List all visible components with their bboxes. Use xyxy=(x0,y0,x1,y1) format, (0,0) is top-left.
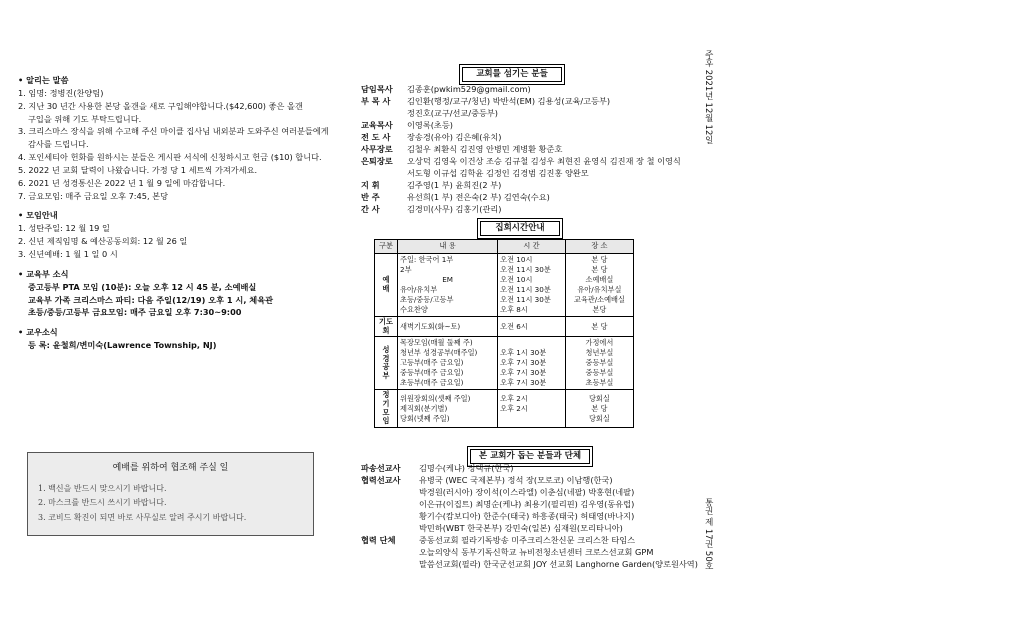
education-item-label: 교육부 가족 크리스마스 파티: xyxy=(28,294,135,305)
bulletin-date: 주후 2021년 12월 12일 xyxy=(703,50,714,144)
schedule-header-time: 시 간 xyxy=(498,240,566,254)
mission-names: 김명수(케냐) 정택규(한국) xyxy=(419,463,514,473)
mission-category: 협력선교사 xyxy=(361,475,401,485)
schedule-category-char: 임 xyxy=(382,416,390,426)
staff-names: 김종훈(pwkim529@gmail.com) xyxy=(407,84,531,94)
schedule-content-line: 유아/유치부 xyxy=(400,285,438,294)
staff-row xyxy=(361,96,691,107)
staff-row xyxy=(361,204,691,215)
schedule-place xyxy=(565,337,633,390)
schedule-content-line: 청년부 성경공부(매주일) xyxy=(400,348,478,358)
schedule-category xyxy=(375,254,398,317)
staff-names: 정진호(교구/선교/중등부) xyxy=(407,108,498,118)
mission-category xyxy=(361,499,419,510)
schedule-time-line xyxy=(500,414,563,424)
news-item-text: 윤철희/변미숙(Lawrence Township, NJ) xyxy=(49,340,217,351)
staff-row xyxy=(361,180,691,191)
schedule-time-line: 오전 10시 xyxy=(500,255,533,264)
schedule-time-line: 오후 8시 xyxy=(500,305,528,314)
announcement-item: 구입을 위해 기도 부탁드립니다. xyxy=(28,113,142,124)
mission-row xyxy=(361,547,681,558)
staff-row xyxy=(361,168,691,179)
mission-category xyxy=(361,547,419,558)
left-column xyxy=(18,76,338,361)
schedule-content-line: 초등/중등/고등부 xyxy=(400,295,454,304)
mission-row xyxy=(361,523,681,534)
schedule-place-line: 청년부실 xyxy=(585,348,614,358)
schedule-place-line: 본 당 xyxy=(591,265,608,274)
education-item-text: 초등/중등/고등부 금요모임: 매주 금요일 오후 7:30~9:00 xyxy=(28,307,242,318)
schedule-time-line: 오후 2시 xyxy=(500,393,528,403)
notice-item: 2. 마스크를 반드시 쓰시기 바랍니다. xyxy=(38,498,167,508)
mission-names: 박민하(WBT 한국본부) 강민숙(일본) 심재원(모리타니아) xyxy=(419,523,623,533)
announcements-title: • 알리는 말씀 xyxy=(18,75,69,85)
schedule-time-line: 오후 7시 30분 xyxy=(500,358,547,368)
schedule-place-line: 중등부실 xyxy=(585,358,614,368)
mission-names: 오늘의양식 동부기독신학교 뉴비전청소년센터 크로스선교회 GPM xyxy=(419,547,654,557)
announcement-item: 4. 포인세티아 헌화를 원하시는 분들은 게시판 서식에 신청하시고 헌금 ($10) 합니다. xyxy=(18,152,322,163)
notice-title: 예배를 위하여 협조해 주실 일 xyxy=(112,463,229,473)
staff-row xyxy=(361,132,691,143)
staff-names: 유선희(1 부) 전은숙(2 부) 김연숙(수요) xyxy=(407,192,550,202)
mission-row xyxy=(361,487,681,498)
mission-names: 유병국 (WEC 국제본부) 정석 장(모로코) 이남행(한국) xyxy=(419,475,613,485)
news-title: • 교우소식 xyxy=(18,327,58,338)
staff-role: 간 사 xyxy=(361,204,380,214)
schedule-time-line: 오후 7시 30분 xyxy=(500,378,547,388)
mission-names: 중동선교회 필라기독방송 미주크리스찬신문 크리스찬 타임스 xyxy=(419,535,636,545)
schedule-table xyxy=(374,239,634,428)
schedule-time xyxy=(498,254,566,317)
staff-names: 김인환(행정/교구/청년) 박반석(EM) 김용성(교육/고등부) xyxy=(407,96,611,106)
schedule-content-line: 목장모임(매월 둘째 주) xyxy=(400,338,473,348)
meetings-list xyxy=(18,224,338,260)
news-item-label: 등 록: xyxy=(28,340,50,351)
announcements-section xyxy=(18,76,338,201)
staff-role: 지 휘 xyxy=(361,180,380,190)
staff-names: 오상덕 김영욱 이건상 조승 김규철 김성우 최현진 윤영식 김진재 장 철 이영식 xyxy=(407,156,681,166)
mission-category xyxy=(361,487,419,498)
schedule-place-line: 교육관/소예배실 xyxy=(573,295,625,304)
meetings-title: • 모임안내 xyxy=(18,210,58,221)
announcements-list xyxy=(18,89,338,202)
mission-names: 황기수(캄보디아) 한준수(태국) 하흥종(태국) 허태영(바나지) xyxy=(419,511,635,521)
staff-names: 김경미(사무) 김홍기(관리) xyxy=(407,204,502,214)
news-list xyxy=(18,341,338,351)
schedule-content-line: 초등부(매주 금요일) xyxy=(400,378,464,388)
schedule-place-line: 당회실 xyxy=(588,393,610,403)
schedule-category: 기도회 xyxy=(375,317,398,337)
meeting-item: 3. 신년예배: 1 월 1 일 0 시 xyxy=(18,248,118,259)
staff-row xyxy=(361,108,691,119)
schedule-time xyxy=(498,390,566,428)
schedule-place-line: 본 당 xyxy=(591,255,608,264)
schedule-content-line: 새벽기도회(화~토) xyxy=(400,321,461,331)
staff-names: 김주영(1 부) 윤희진(2 부) xyxy=(407,180,502,190)
schedule-content-line: 수요찬양 xyxy=(400,305,428,314)
schedule-content xyxy=(398,317,498,337)
schedule-content-line: 제직회(분기별) xyxy=(400,403,448,413)
missions-title: 본 교회가 돕는 분들과 단체 xyxy=(470,449,590,464)
announcement-item: 2. 지난 30 년간 사용한 본당 올갠을 새로 구입해야합니다.($42,600) 좋은 올갠 xyxy=(18,100,303,111)
schedule-content-line: 주일: 한국어 1부 xyxy=(400,255,454,264)
schedule-time-line: 오후 2시 xyxy=(500,403,528,413)
mission-category xyxy=(361,511,419,522)
schedule-place-line: 초등부실 xyxy=(585,378,614,388)
schedule-category xyxy=(375,390,398,428)
schedule-category-char: 기 xyxy=(382,398,390,408)
schedule-time-line: 오전 6시 xyxy=(500,321,528,331)
education-item xyxy=(18,308,338,318)
meetings-section xyxy=(18,211,338,259)
education-item-label: 중고등부 PTA 모임 (10분): xyxy=(28,281,132,292)
announcement-item: 6. 2021 년 성경통신은 2022 년 1 월 9 일에 마감합니다. xyxy=(18,177,226,188)
schedule-row xyxy=(375,254,634,317)
staff-role: 전 도 사 xyxy=(361,132,391,142)
education-list xyxy=(18,283,338,319)
mission-category: 협력 단체 xyxy=(361,535,396,545)
announcement-item: 감사를 드립니다. xyxy=(28,139,89,150)
announcement-item: 7. 금요모임: 매주 금요일 오후 7:45, 본당 xyxy=(18,190,168,201)
education-item xyxy=(18,283,338,293)
mission-row xyxy=(361,463,681,474)
schedule-time-line: 오전 11시 30분 xyxy=(500,285,551,294)
schedule-place xyxy=(565,254,633,317)
notice-list xyxy=(38,484,303,523)
schedule-category xyxy=(375,337,398,390)
announcement-item: 5. 2022 년 교회 달력이 나왔습니다. 가정 당 1 세트씩 가져가세요. xyxy=(18,164,258,175)
education-section xyxy=(18,270,338,318)
schedule-content-line: 위원장회의(셋째 주일) xyxy=(400,393,471,403)
mission-row xyxy=(361,559,698,570)
mission-row xyxy=(361,511,681,522)
staff-role: 교육목사 xyxy=(361,120,393,130)
mission-names: 말씀선교회(필라) 한국군선교회 JOY 선교회 Langhorne Garden(양로원사역) xyxy=(419,559,698,569)
announcement-item: 1. 임명: 정병진(찬양팀) xyxy=(18,87,104,98)
schedule-header-category: 구분 xyxy=(375,240,398,254)
missions-list xyxy=(361,463,698,571)
announcement-item: 3. 크리스마스 장식을 위해 수고해 주신 마이클 집사님 내외분과 도와주신 여러분들에게 xyxy=(18,126,329,137)
schedule-time-line: 오후 7시 30분 xyxy=(500,368,547,378)
schedule-content-line: 당회(넷째 주일) xyxy=(400,413,450,423)
schedule-time xyxy=(498,337,566,390)
staff-names: 장송경(유아) 김은혜(유치) xyxy=(407,132,502,142)
staff-role: 은퇴장로 xyxy=(361,156,393,166)
mission-row xyxy=(361,535,681,546)
education-title: • 교육부 소식 xyxy=(18,268,69,279)
schedule-category-char: 성 xyxy=(382,345,390,354)
staff-names: 서도형 이규섭 김학윤 김정인 김경범 김진홍 양완모 xyxy=(407,168,589,178)
staff-row xyxy=(361,144,691,155)
staff-role: 반 주 xyxy=(361,192,380,202)
schedule-category-char: 예 xyxy=(382,275,390,285)
mission-names: 박경원(러시아) 장이석(이스라엘) 이춘심(네팔) 박홍현(네팔) xyxy=(419,487,635,497)
schedule-row xyxy=(375,390,634,428)
schedule-content xyxy=(398,337,498,390)
schedule-category-char: 정 xyxy=(382,390,390,400)
notice-item: 1. 백신을 반드시 맞으시기 바랍니다. xyxy=(38,483,167,493)
schedule-category-char: 배 xyxy=(382,284,390,293)
bulletin-issue: 통권 제 17권 50호 xyxy=(703,498,714,571)
schedule-place xyxy=(565,317,633,337)
staff-row xyxy=(361,192,691,203)
schedule-place-line: 본 당 xyxy=(591,321,608,331)
schedule-content-line: 중등부(매주 금요일) xyxy=(400,368,464,378)
schedule-title: 집회시간안내 xyxy=(480,221,560,236)
mission-category xyxy=(361,523,419,534)
schedule-place-line: 당회실 xyxy=(588,413,610,423)
schedule-content xyxy=(398,390,498,428)
schedule-content xyxy=(398,254,498,317)
staff-title: 교회를 섬기는 분들 xyxy=(462,67,562,82)
schedule-content-line: EM xyxy=(442,275,453,284)
mission-category xyxy=(361,559,419,570)
staff-row xyxy=(361,120,691,131)
schedule-header-place: 장 소 xyxy=(565,240,633,254)
mission-row xyxy=(361,475,681,486)
staff-names: 이영록(초등) xyxy=(407,120,453,130)
meeting-item: 2. 신년 제직임명 & 예산공동의회: 12 월 26 일 xyxy=(18,236,188,247)
meeting-item: 1. 성탄주일: 12 월 19 일 xyxy=(18,223,110,234)
schedule-place-line: 본 당 xyxy=(591,403,608,413)
staff-row xyxy=(361,84,691,95)
schedule-place-line: 가정에서 xyxy=(585,338,614,348)
schedule-time xyxy=(498,317,566,337)
schedule-time-line xyxy=(500,338,563,348)
schedule-place-line: 본당 xyxy=(592,305,607,314)
schedule-time-line: 오후 1시 30분 xyxy=(500,348,547,358)
news-section xyxy=(18,328,338,351)
schedule-content-line: 고등부(매주 금요일) xyxy=(400,358,464,368)
mission-category: 파송선교사 xyxy=(361,463,401,473)
staff-list xyxy=(361,84,691,216)
staff-role: 부 목 사 xyxy=(361,96,391,106)
mission-row xyxy=(361,499,681,510)
schedule-category-char: 모 xyxy=(382,407,390,417)
schedule-time-line: 오전 11시 30분 xyxy=(500,265,551,274)
staff-names: 김철우 최환식 김진영 안병민 계병환 황준호 xyxy=(407,144,563,154)
schedule-time-line: 오전 10시 xyxy=(500,275,533,284)
schedule-content-line: 2부 xyxy=(400,265,412,274)
staff-row xyxy=(361,156,691,167)
schedule-place xyxy=(565,390,633,428)
schedule-place-line: 유아/유치부실 xyxy=(577,285,622,294)
staff-role: 사무장로 xyxy=(361,144,393,154)
schedule-time-line: 오전 11시 30분 xyxy=(500,295,551,304)
schedule-place-line: 중등부실 xyxy=(585,368,614,378)
schedule-category-char: 경 xyxy=(382,353,390,363)
schedule-category-char: 부 xyxy=(382,370,390,380)
notice-item: 3. 코비드 확진이 되면 바로 사무실로 알려 주시기 바랍니다. xyxy=(38,512,247,522)
education-item xyxy=(18,296,338,306)
education-item-text: 다음 주일(12/19) 오후 1 시, 체육관 xyxy=(134,294,274,305)
schedule-row xyxy=(375,317,634,337)
schedule-row xyxy=(375,337,634,390)
schedule-category-char: 공 xyxy=(382,362,390,372)
news-item xyxy=(18,341,338,351)
mission-names: 이은규(이집트) 최명순(케냐) 최용기(필리핀) 김우영(동유럽) xyxy=(419,499,635,509)
staff-role: 담임목사 xyxy=(361,84,393,94)
schedule-header-content: 내 용 xyxy=(398,240,498,254)
schedule-place-line: 소예배실 xyxy=(585,275,614,284)
worship-notice-box xyxy=(27,452,314,536)
education-item-text: 오늘 오후 12 시 45 분, 소예배실 xyxy=(131,281,257,292)
